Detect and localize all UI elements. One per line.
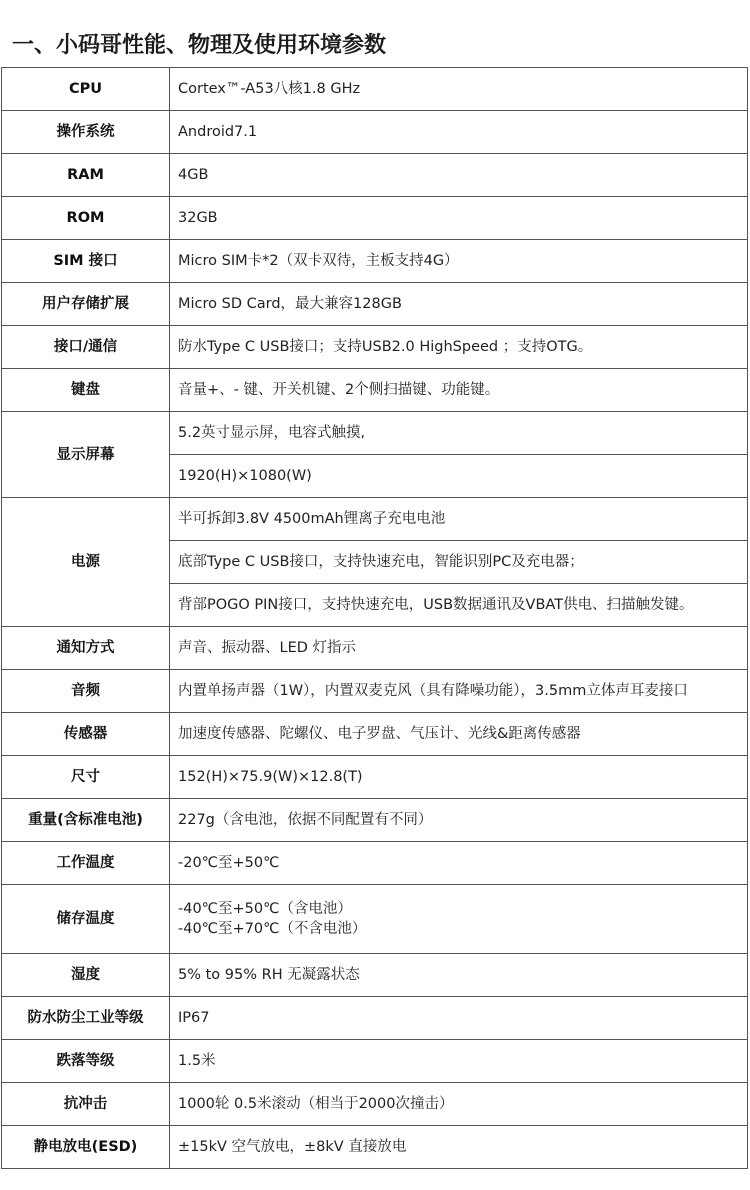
spec-label: 传感器: [2, 713, 170, 756]
spec-row: [2, 997, 748, 1040]
spec-table-body: [2, 68, 748, 1169]
spec-row: [2, 412, 748, 455]
spec-row: [2, 326, 748, 369]
spec-row: [2, 713, 748, 756]
spec-label: 湿度: [2, 954, 170, 997]
spec-row: [2, 670, 748, 713]
spec-label: 静电放电(ESD): [2, 1126, 170, 1169]
spec-row: [2, 842, 748, 885]
spec-label: 重量(含标准电池): [2, 799, 170, 842]
spec-row: [2, 240, 748, 283]
spec-row: [2, 197, 748, 240]
spec-value: [170, 885, 748, 954]
spec-label: SIM 接口: [2, 240, 170, 283]
spec-row: [2, 885, 748, 954]
spec-value: Micro SD Card，最大兼容128GB: [170, 283, 748, 326]
spec-label: 用户存储扩展: [2, 283, 170, 326]
spec-value: Micro SIM卡*2（双卡双待，主板支持4G）: [170, 240, 748, 283]
spec-label: 储存温度: [2, 885, 170, 954]
spec-value: 半可拆卸3.8V 4500mAh锂离子充电电池: [170, 498, 748, 541]
spec-label: 跌落等级: [2, 1040, 170, 1083]
spec-value: 5.2英寸显示屏，电容式触摸,: [170, 412, 748, 455]
spec-row: [2, 68, 748, 111]
spec-value: Android7.1: [170, 111, 748, 154]
spec-label: 键盘: [2, 369, 170, 412]
spec-value: IP67: [170, 997, 748, 1040]
spec-label: 尺寸: [2, 756, 170, 799]
spec-row: [2, 498, 748, 541]
spec-row: [2, 283, 748, 326]
spec-label: RAM: [2, 154, 170, 197]
spec-value: -20℃至+50℃: [170, 842, 748, 885]
spec-label: 电源: [2, 498, 170, 627]
spec-row: [2, 1083, 748, 1126]
spec-row: [2, 799, 748, 842]
spec-value: 227g（含电池，依据不同配置有不同）: [170, 799, 748, 842]
spec-value: 1920(H)×1080(W): [170, 455, 748, 498]
spec-label: 音频: [2, 670, 170, 713]
spec-value: 底部Type C USB接口，支持快速充电，智能识别PC及充电器；: [170, 541, 748, 584]
spec-label: 操作系统: [2, 111, 170, 154]
spec-value: 32GB: [170, 197, 748, 240]
spec-value: 1000轮 0.5米滚动（相当于2000次撞击）: [170, 1083, 748, 1126]
spec-value: Cortex™-A53八核1.8 GHz: [170, 68, 748, 111]
spec-value-line: -40℃至+50℃（含电池）: [178, 901, 352, 917]
spec-value: 5% to 95% RH 无凝露状态: [170, 954, 748, 997]
spec-value: 内置单扬声器（1W），内置双麦克风（具有降噪功能），3.5mm立体声耳麦接口: [170, 670, 748, 713]
spec-row: [2, 111, 748, 154]
page-title: 一、小码哥性能、物理及使用环境参数: [12, 33, 387, 58]
spec-value: 背部POGO PIN接口，支持快速充电，USB数据通讯及VBAT供电、扫描触发键。: [170, 584, 748, 627]
spec-value: 152(H)×75.9(W)×12.8(T): [170, 756, 748, 799]
spec-row: [2, 756, 748, 799]
spec-value: 加速度传感器、陀螺仪、电子罗盘、气压计、光线&距离传感器: [170, 713, 748, 756]
spec-row: [2, 154, 748, 197]
spec-value-line: -40℃至+70℃（不含电池）: [178, 921, 367, 937]
spec-value: 音量+、- 键、开关机键、2个侧扫描键、功能键。: [170, 369, 748, 412]
spec-row: [2, 627, 748, 670]
spec-label: CPU: [2, 68, 170, 111]
spec-value: 1.5米: [170, 1040, 748, 1083]
spec-label: 通知方式: [2, 627, 170, 670]
spec-row: [2, 1126, 748, 1169]
spec-row: [2, 1040, 748, 1083]
spec-value: ±15kV 空气放电，±8kV 直接放电: [170, 1126, 748, 1169]
spec-value: 防水Type C USB接口；支持USB2.0 HighSpeed ；支持OTG。: [170, 326, 748, 369]
spec-row: [2, 954, 748, 997]
spec-label: ROM: [2, 197, 170, 240]
spec-value: 声音、振动器、LED 灯指示: [170, 627, 748, 670]
spec-label: 显示屏幕: [2, 412, 170, 498]
spec-label: 工作温度: [2, 842, 170, 885]
spec-value: 4GB: [170, 154, 748, 197]
spec-row: [2, 369, 748, 412]
spec-table: [1, 67, 748, 1169]
spec-label: 抗冲击: [2, 1083, 170, 1126]
spec-label: 防水防尘工业等级: [2, 997, 170, 1040]
spec-label: 接口/通信: [2, 326, 170, 369]
